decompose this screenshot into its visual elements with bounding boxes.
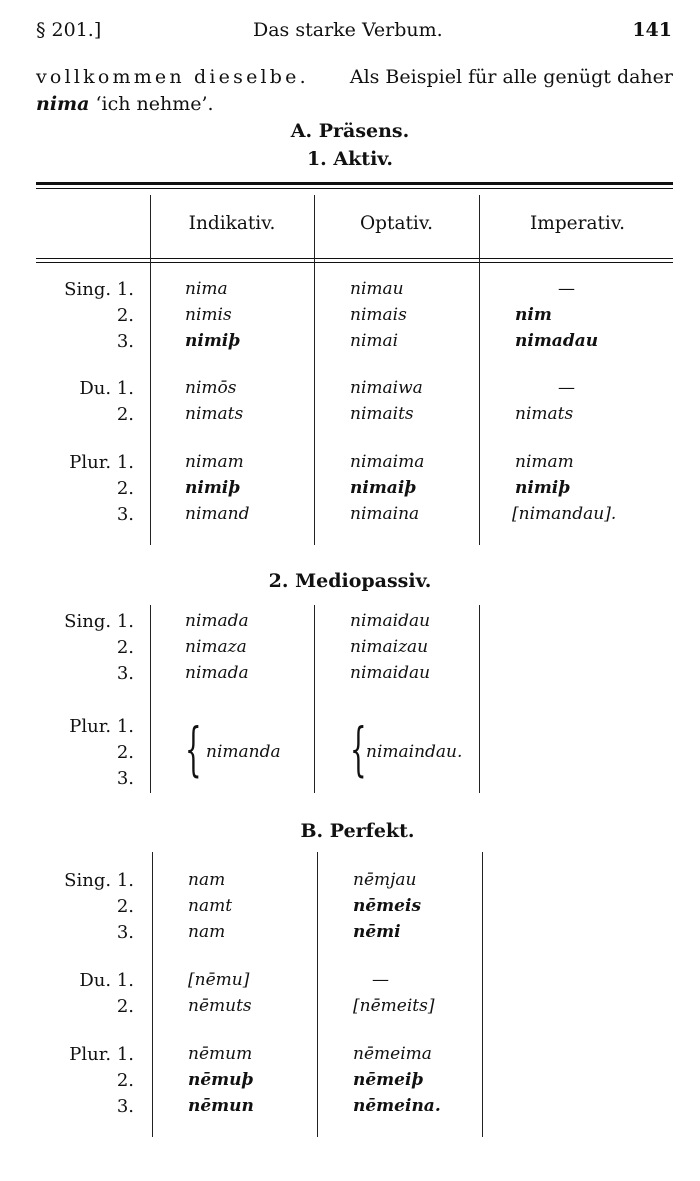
- optative-cell: nimai: [350, 331, 399, 351]
- header-rule-1: [36, 258, 673, 259]
- imperative-cell: nim: [515, 305, 552, 325]
- row-label: 3.: [116, 922, 134, 943]
- table-top-rule-thick: [36, 182, 673, 185]
- imperative-cell: nimats: [515, 404, 574, 424]
- active-divider-1: [150, 195, 151, 545]
- indicative-cell: nēmuþ: [188, 1070, 254, 1090]
- row-label: Plur. 1.: [69, 716, 134, 737]
- row-label: 3.: [116, 1096, 134, 1117]
- indicative-cell: nimiþ: [185, 478, 241, 498]
- imperative-cell: —: [558, 279, 575, 299]
- indicative-cell: [nēmu]: [188, 970, 250, 990]
- mediopassive-divider-3: [479, 605, 480, 793]
- indicative-cell: nimada: [185, 611, 249, 631]
- optative-cell: nimais: [350, 305, 407, 325]
- perfect-heading: B. Perfekt.: [300, 820, 415, 842]
- optative-cell: [nēmeits]: [353, 996, 435, 1016]
- left-brace-icon: {: [185, 715, 202, 783]
- row-label: 3.: [116, 768, 134, 789]
- optative-cell: nimaizau: [350, 637, 429, 657]
- row-label: 2.: [116, 305, 134, 326]
- indicative-cell: nimiþ: [185, 331, 241, 351]
- optative-cell: nimaidau: [350, 611, 431, 631]
- imperative-cell: nimadau: [515, 331, 599, 351]
- intro-rest-text: Als Beispiel für alle genügt daher: [349, 66, 673, 88]
- optative-cell: nimaiþ: [350, 478, 417, 498]
- optative-cell: nimaits: [350, 404, 414, 424]
- header-rule-2: [36, 262, 673, 263]
- optative-cell: nēmi: [353, 922, 401, 942]
- optative-cell: nēmjau: [353, 870, 417, 890]
- indicative-cell: nimanda: [206, 742, 281, 762]
- active-divider-2: [314, 195, 315, 545]
- optative-cell: —: [372, 970, 389, 990]
- active-heading: 1. Aktiv.: [306, 148, 394, 170]
- left-brace-icon: {: [350, 715, 367, 783]
- imperative-cell: [nimandau].: [512, 504, 617, 524]
- indicative-cell: nimats: [185, 404, 244, 424]
- table-top-rule-thin: [36, 188, 673, 189]
- column-header-imperative: Imperativ.: [529, 213, 625, 234]
- row-label: 2.: [116, 896, 134, 917]
- row-label: 3.: [116, 331, 134, 352]
- optative-cell: nimaima: [350, 452, 425, 472]
- indicative-cell: nima: [185, 279, 228, 299]
- indicative-cell: nimōs: [185, 378, 237, 398]
- optative-cell: nimaina: [350, 504, 420, 524]
- row-label: 2.: [116, 404, 134, 425]
- indicative-cell: nēmum: [188, 1044, 253, 1064]
- perfect-divider-2: [317, 852, 318, 1137]
- perfect-divider-1: [152, 852, 153, 1137]
- perfect-divider-3: [482, 852, 483, 1137]
- indicative-cell: nēmun: [188, 1096, 254, 1116]
- row-label: Du. 1.: [79, 378, 134, 399]
- intro-line: [36, 66, 673, 88]
- row-label: Plur. 1.: [69, 1044, 134, 1065]
- page-number: 141: [632, 19, 672, 41]
- indicative-cell: nimam: [185, 452, 244, 472]
- optative-cell: nimaidau: [350, 663, 431, 683]
- indicative-cell: namt: [188, 896, 233, 916]
- imperative-cell: nimiþ: [515, 478, 571, 498]
- indicative-cell: nam: [188, 922, 226, 942]
- optative-cell: nimau: [350, 279, 404, 299]
- optative-cell: nimaiwa: [350, 378, 423, 398]
- mediopassive-divider-1: [150, 605, 151, 793]
- indicative-cell: nimaza: [185, 637, 247, 657]
- indicative-cell: nēmuts: [188, 996, 252, 1016]
- indicative-cell: nimada: [185, 663, 249, 683]
- present-heading: A. Präsens.: [290, 120, 410, 142]
- optative-cell: nēmeina.: [353, 1096, 441, 1116]
- mediopassive-heading: 2. Mediopassiv.: [268, 570, 432, 592]
- optative-cell: nēmeiþ: [353, 1070, 424, 1090]
- row-label: 3.: [116, 663, 134, 684]
- row-label: 3.: [116, 504, 134, 525]
- indicative-cell: nimand: [185, 504, 250, 524]
- indicative-cell: nimis: [185, 305, 232, 325]
- row-label: 2.: [116, 996, 134, 1017]
- section-number: § 201.]: [36, 19, 102, 41]
- active-divider-3: [479, 195, 480, 545]
- row-label: 2.: [116, 742, 134, 763]
- imperative-cell: —: [558, 378, 575, 398]
- indicative-cell: nam: [188, 870, 226, 890]
- row-label: Du. 1.: [79, 970, 134, 991]
- intro-line-2: [36, 93, 214, 115]
- page-title: Das starke Verbum.: [253, 19, 443, 41]
- imperative-cell: nimam: [515, 452, 574, 472]
- column-header-indicative: Indikativ.: [188, 213, 276, 234]
- row-label: Sing. 1.: [64, 611, 134, 632]
- column-header-optative: Optativ.: [360, 213, 433, 234]
- row-label: Sing. 1.: [64, 279, 134, 300]
- row-label: Sing. 1.: [64, 870, 134, 891]
- row-label: Plur. 1.: [69, 452, 134, 473]
- optative-cell: nimaindau.: [366, 742, 463, 762]
- optative-cell: nēmeis: [353, 896, 422, 916]
- intro-gloss: ‘ich nehme’.: [95, 93, 214, 115]
- intro-spaced-text: vollkommen dieselbe.: [36, 66, 309, 88]
- row-label: 2.: [116, 1070, 134, 1091]
- mediopassive-divider-2: [314, 605, 315, 793]
- intro-word: nima: [36, 93, 90, 115]
- optative-cell: nēmeima: [353, 1044, 432, 1064]
- row-label: 2.: [116, 478, 134, 499]
- row-label: 2.: [116, 637, 134, 658]
